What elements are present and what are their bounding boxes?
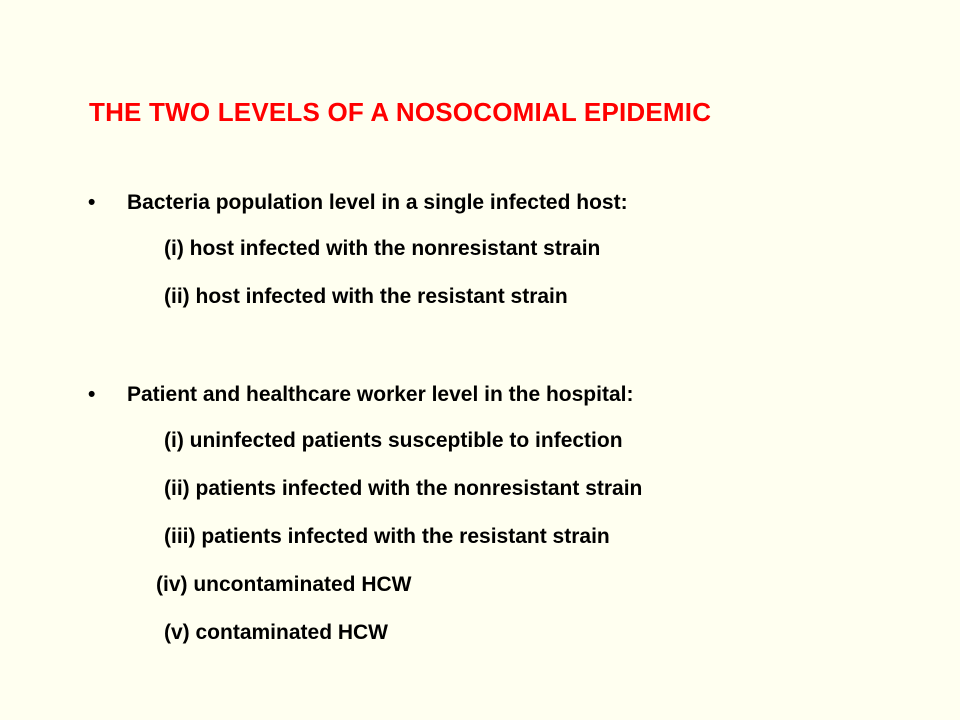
bullet-item: [0, 373, 960, 417]
sub-item: [0, 225, 960, 273]
bullet-heading: Bacteria population level in a single infected host:: [127, 191, 628, 214]
sub-item: [0, 561, 960, 609]
bullet-heading: Patient and healthcare worker level in the hospital:: [127, 383, 634, 406]
section-host-level: [0, 181, 960, 321]
sub-item: [0, 465, 960, 513]
sub-item-text: (i) uninfected patients susceptible to infection: [164, 429, 623, 452]
sub-item-text: (v) contaminated HCW: [164, 621, 389, 644]
sub-item-text: (iii) patients infected with the resistant strain: [164, 525, 610, 548]
section-hospital-level: [0, 373, 960, 657]
sub-item: [0, 513, 960, 561]
sub-item-text: (i) host infected with the nonresistant strain: [164, 237, 601, 260]
bullet-icon: •: [88, 191, 96, 214]
bullet-item: [0, 181, 960, 225]
sub-item: [0, 273, 960, 321]
sub-item-text: (ii) host infected with the resistant strain: [164, 285, 568, 308]
sub-item-text: (ii) patients infected with the nonresistant strain: [164, 477, 643, 500]
sub-item: [0, 609, 960, 657]
sub-item: [0, 417, 960, 465]
slide-title: THE TWO LEVELS OF A NOSOCOMIAL EPIDEMIC: [89, 97, 712, 127]
bullet-icon: •: [88, 383, 96, 406]
sub-item-text: (iv) uncontaminated HCW: [156, 573, 412, 596]
